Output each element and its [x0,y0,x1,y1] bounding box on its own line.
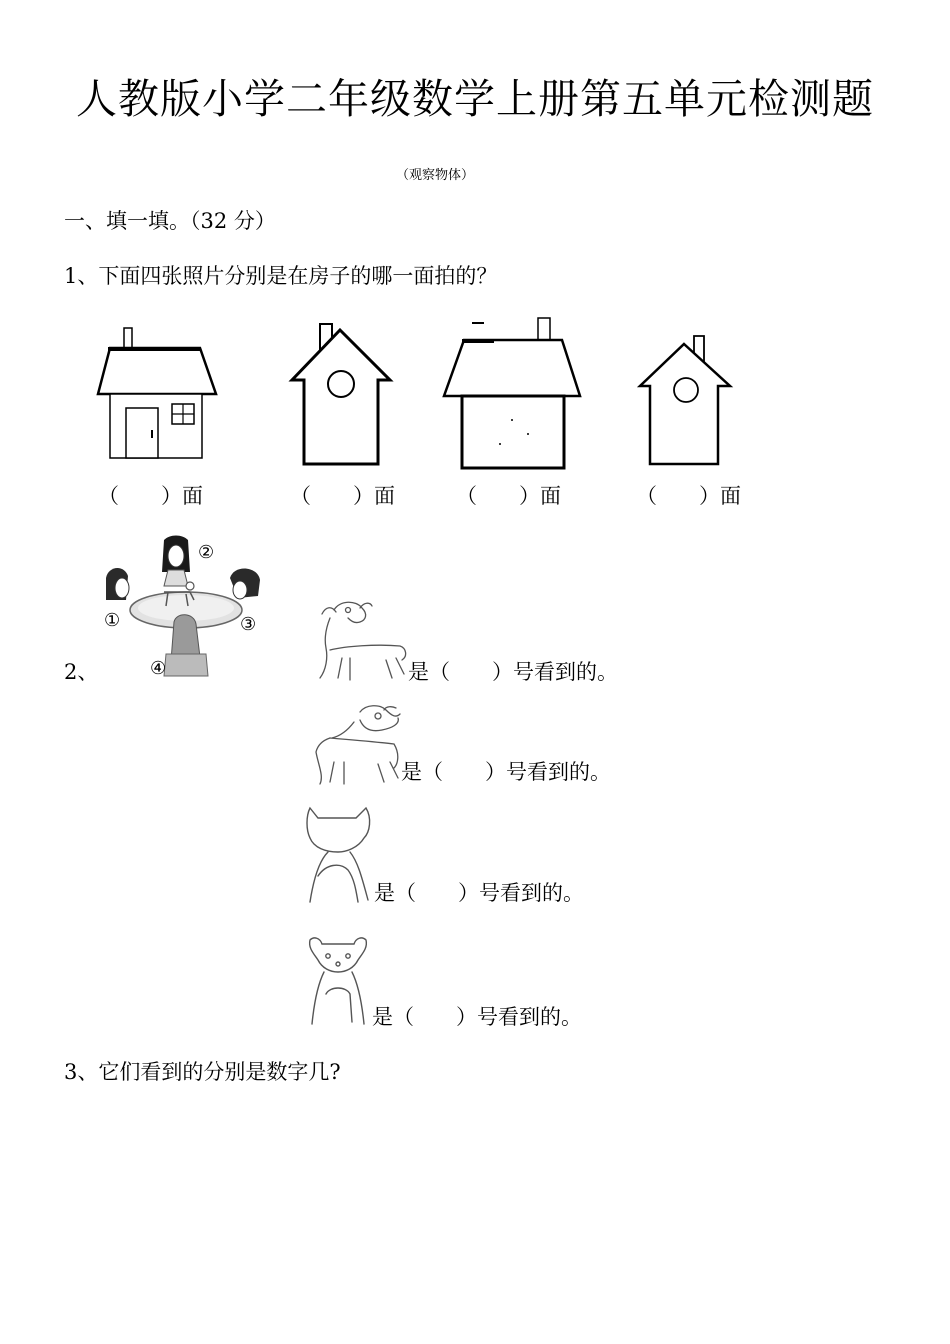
deer-side-left-icon [314,702,406,786]
child-mark-3: ③ [240,614,257,635]
deer-front-icon [306,934,370,1028]
section-heading: 一、填一填。（32 分） [64,209,276,233]
child-mark-1: ① [104,610,121,631]
house-2-blank[interactable]: （ ）面 [290,484,395,508]
house-1-blank[interactable]: （ ）面 [98,484,203,508]
question-3-text: 3、它们看到的分别是数字几? [64,1060,341,1084]
page-subtitle: （观察物体） [395,168,474,183]
question-2-number: 2、 [64,660,99,684]
house-back-view-icon [442,316,582,472]
animal-2-answer[interactable]: 是（ ）号看到的。 [401,760,611,784]
animal-3-answer[interactable]: 是（ ）号看到的。 [374,881,584,905]
children-around-table-icon [98,534,268,680]
house-3-blank[interactable]: （ ）面 [456,484,561,508]
child-mark-2: ② [198,542,215,563]
deer-back-icon [300,806,376,906]
house-4-blank[interactable]: （ ）面 [636,484,741,508]
page-title: 人教版小学二年级数学上册第五单元检测题 [76,75,874,123]
animal-1-answer[interactable]: 是（ ）号看到的。 [408,660,618,684]
animal-4-answer[interactable]: 是（ ）号看到的。 [372,1005,582,1029]
house-side-view-icon [290,322,394,468]
house-side-view-icon [638,334,732,468]
deer-side-right-icon [316,598,408,682]
question-1-text: 1、下面四张照片分别是在房子的哪一面拍的？ [64,264,498,288]
house-front-view-icon [96,326,220,460]
child-mark-4: ④ [150,658,167,679]
